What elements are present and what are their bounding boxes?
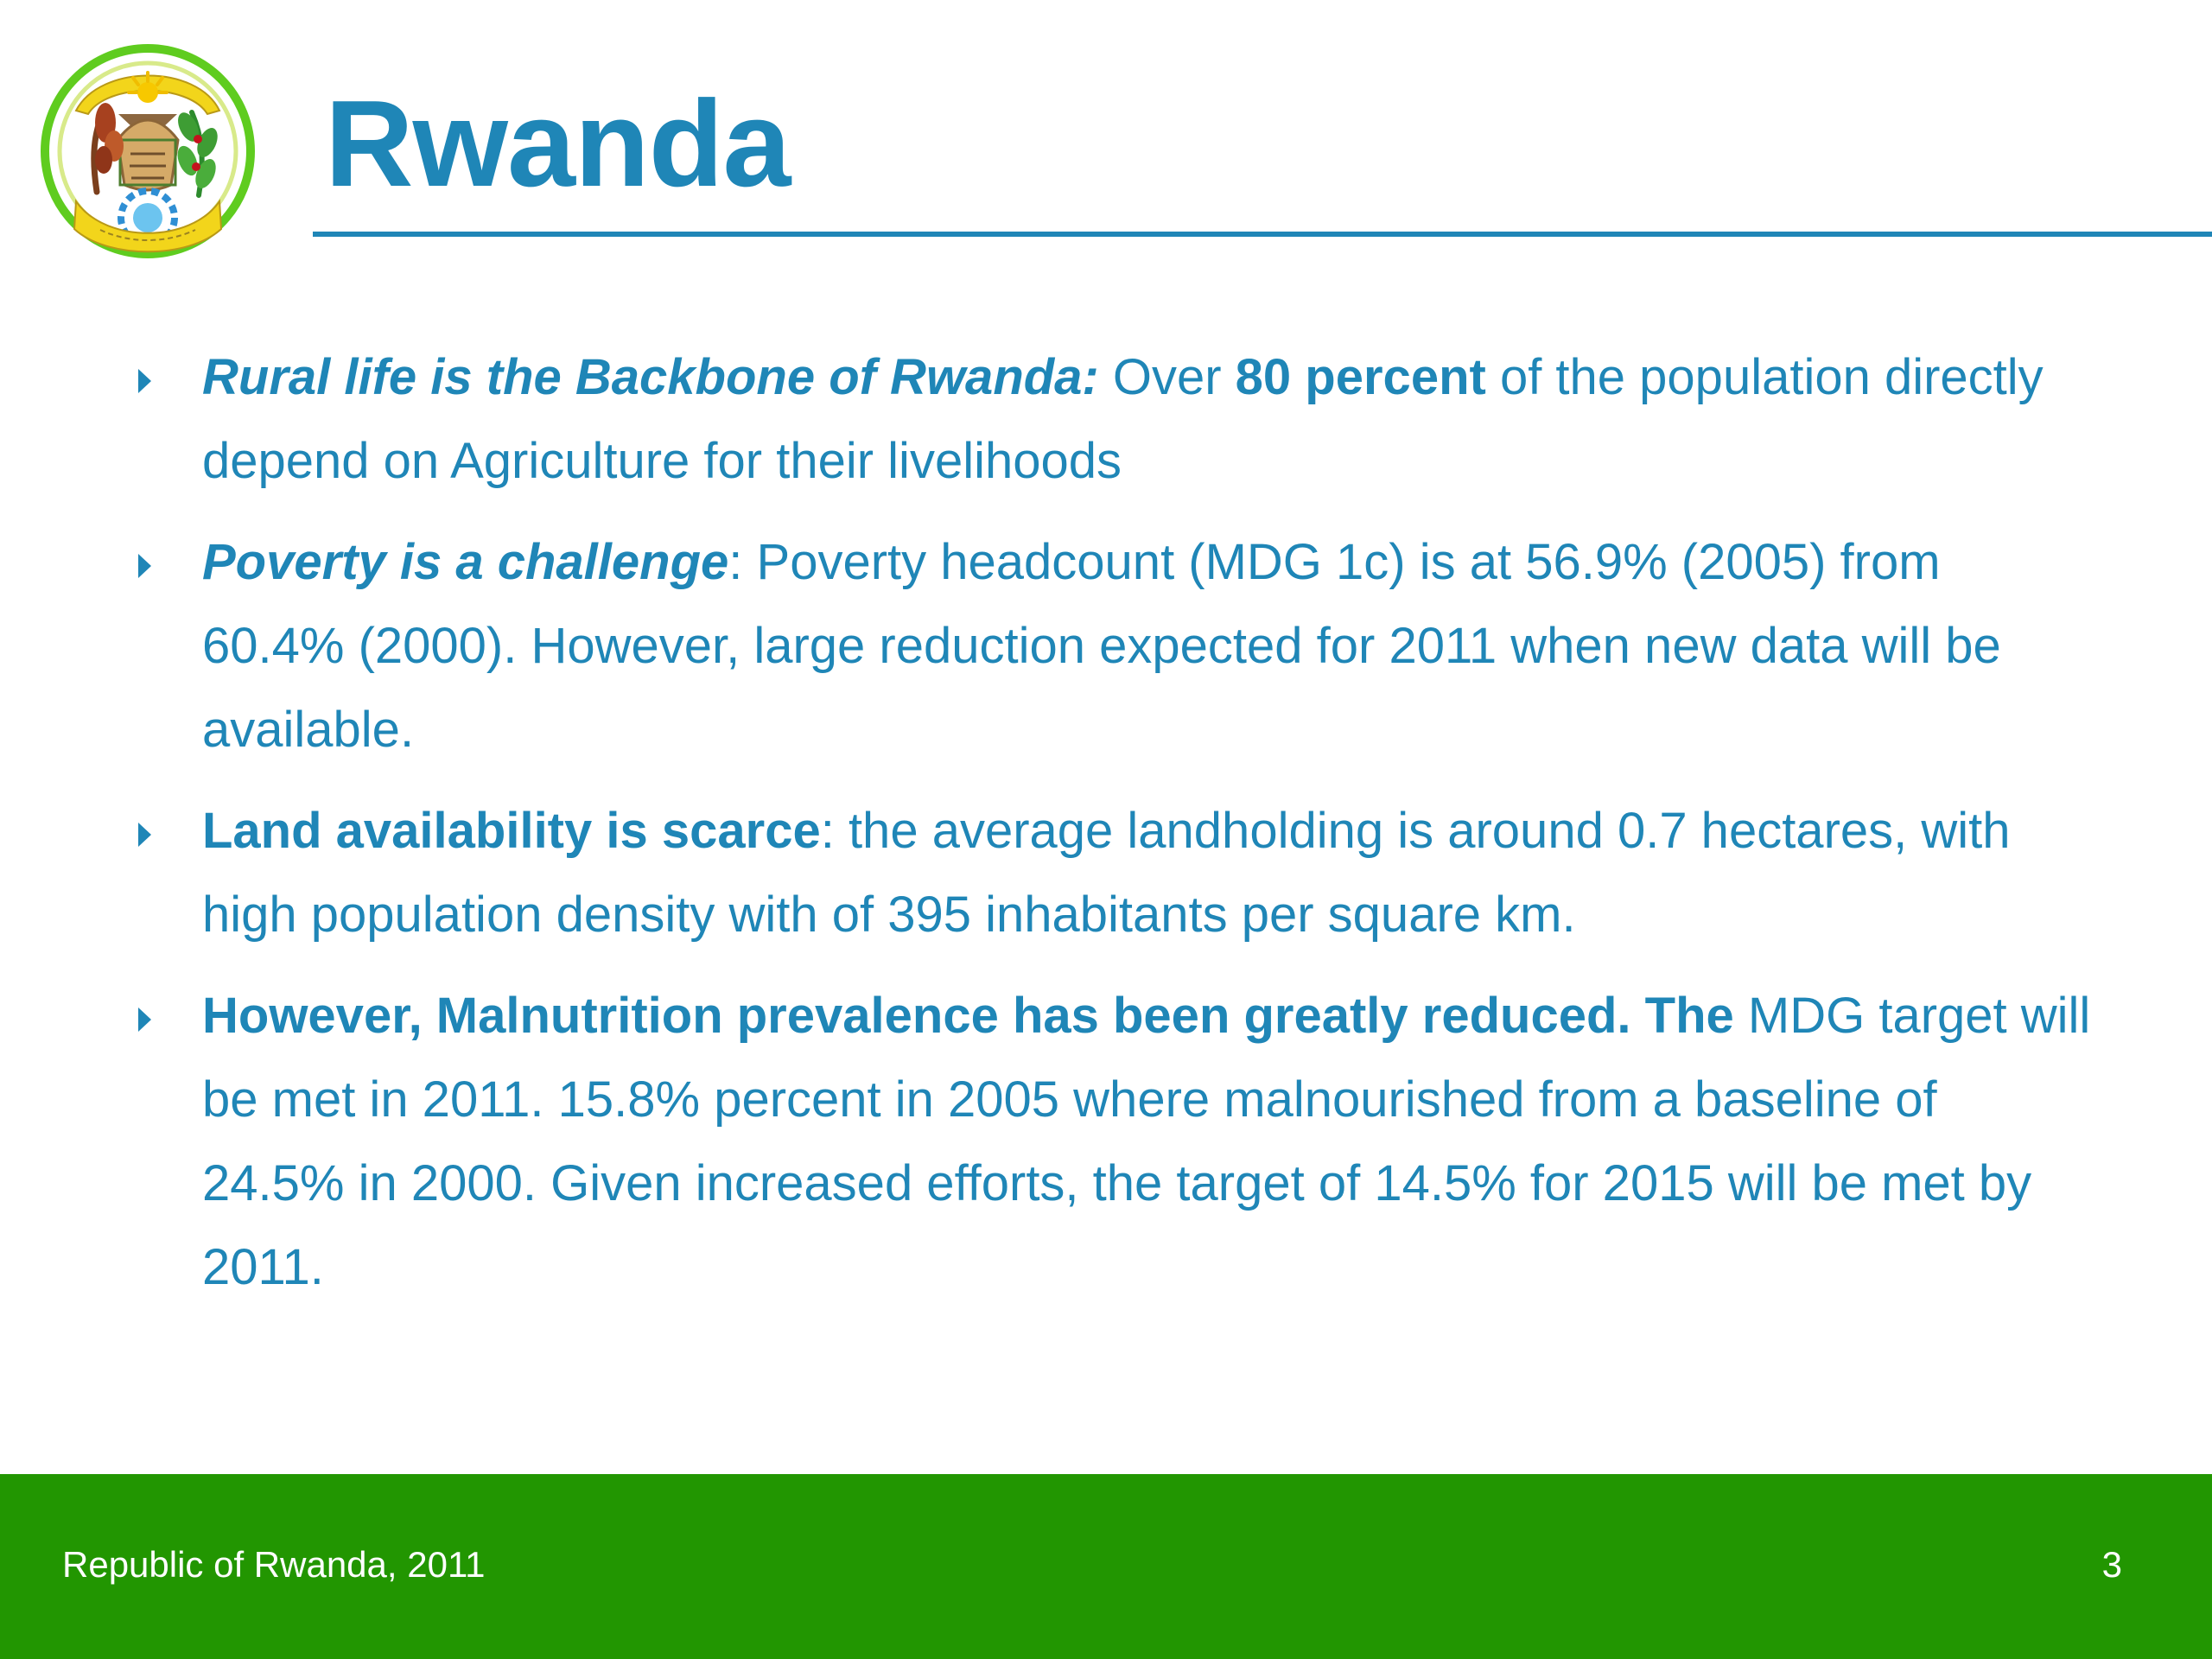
bullet-item: [138, 974, 2091, 1309]
footer-text: Republic of Rwanda, 2011: [62, 1544, 486, 1585]
bullet-item: [138, 335, 2091, 503]
bullet-heading: However, Malnutrition prevalence has been greatly reduced. The: [202, 988, 1734, 1044]
bullet-text: : Poverty headcount (MDG 1c) is at 56.9% (2005) from 60.4% (2000). However, large reduction expected for 2011 when new data will be available.: [202, 534, 2001, 758]
coat-of-arms-icon: [40, 43, 256, 268]
triangle-bullet-icon: [138, 554, 151, 578]
bullet-heading: Land availability is scarce: [202, 803, 821, 859]
bullet-heading: Poverty is a challenge: [202, 534, 729, 590]
bullet-heading: Rural life is the Backbone of Rwanda:: [202, 349, 1099, 405]
bullet-text: : the average landholding is around 0.7 hectares, with high population density with of 395 inhabitants per square km.: [202, 803, 2011, 943]
triangle-bullet-icon: [138, 823, 151, 847]
triangle-bullet-icon: [138, 369, 151, 393]
bullet-text: Over: [1098, 349, 1236, 405]
bullet-item: [138, 789, 2091, 957]
triangle-bullet-icon: [138, 1007, 151, 1032]
highlight-value: 80 percent: [1235, 349, 1486, 405]
page-number: 3: [2101, 1544, 2122, 1585]
bullet-text: of the population directly depend on Agriculture for their livelihoods: [202, 349, 2044, 489]
bullet-item: [138, 520, 2091, 772]
page-title: Rwanda: [325, 75, 791, 213]
title-divider: [313, 232, 2212, 237]
bullet-list: [138, 335, 2091, 1326]
bullet-text: MDG target will be met in 2011. 15.8% percent in 2005 where malnourished from a baseline of 24.5% in 2000. Given increased efforts, the target of 14.5% for 2015 will be met by 2011.: [202, 988, 2091, 1295]
